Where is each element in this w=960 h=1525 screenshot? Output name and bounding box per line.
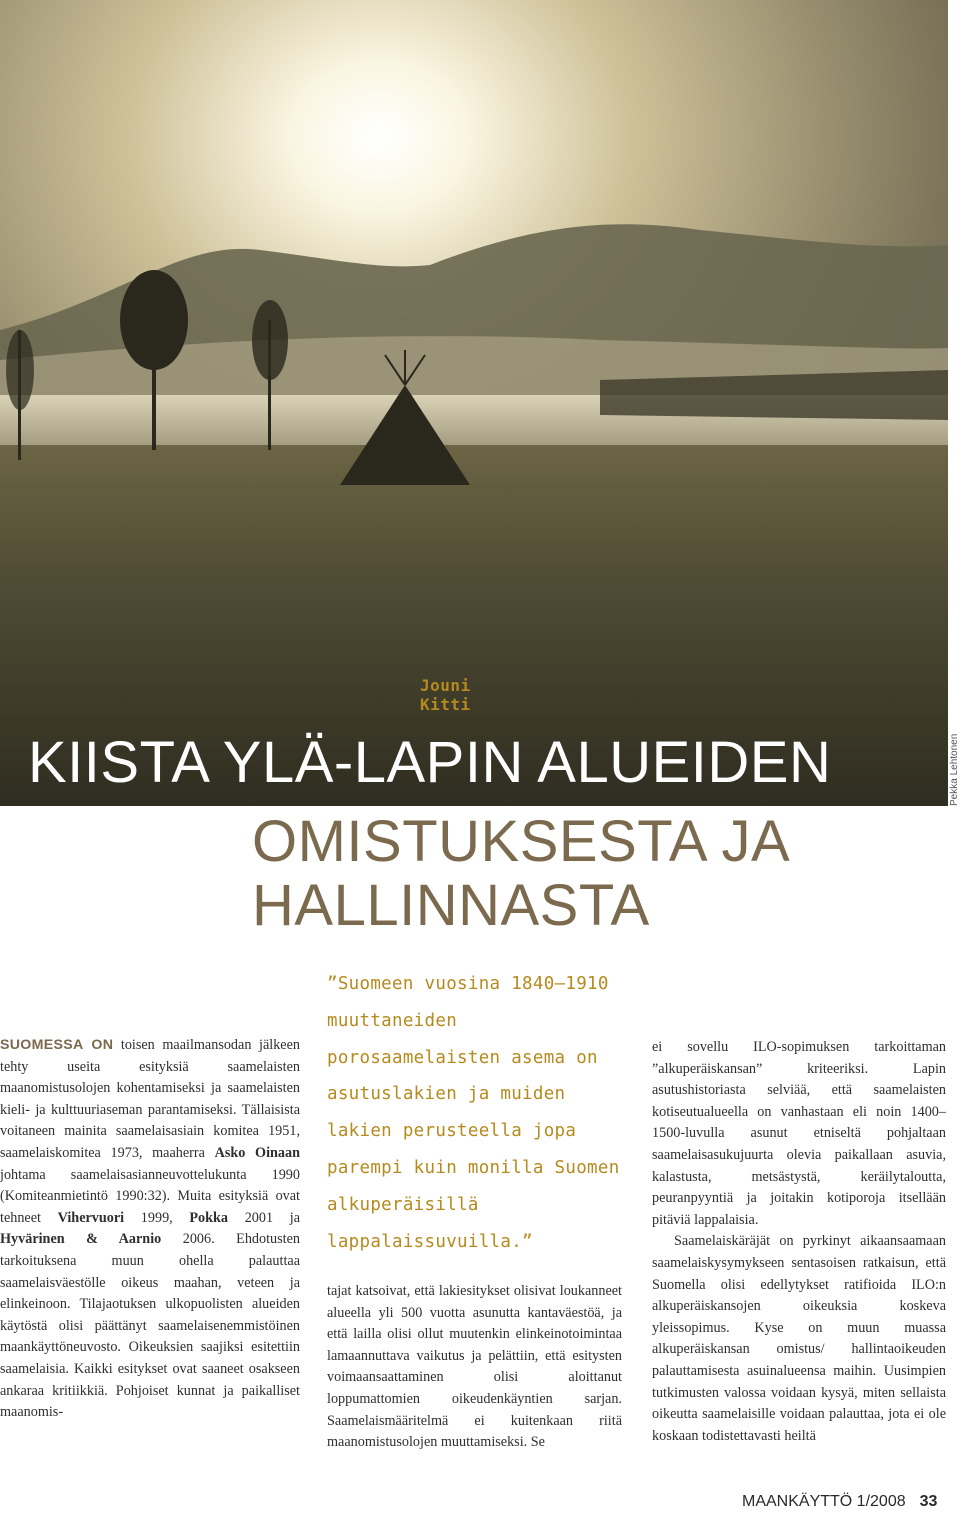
headline-line2: OMISTUKSESTA JA HALLINNASTA: [252, 809, 787, 938]
author-name: Jouni Kitti: [420, 676, 471, 714]
column-2: tajat katsoivat, että lakiesitykset olisivat loukanneet alueella yli 500 vuotta asunutta kantaväestöä, ja että lailla olisi ollut muutenkin elinkeinotoimintaa lamaannuttava vaikutus ja pelättiin, että esitysten voimaansaattaminen olisi aloittanut loppumattomien oikeudenkäyntien sarjan. Saamelaismääritelmä ei kuitenkaan riitä maanomistusolojen muuttamiseksi. Se: [327, 1283, 622, 1451]
column-3: ei sovellu ILO-sopimuksen tarkoittaman ”alkuperäiskansan” kriteeriksi. Lapin asutushistoriasta selviää, että saamelaisten kotiseutualueella on vanhastaan eli noin 1400–1500-luvulla asunut etniseltä pohjaltaan saamelaisasukujuurta olevia paikallaan asuvia, kalastusta, metsästystä, keräilytaloutta, peuranpyyntiä ja joitakin kotiporoja itsellään pitäviä lappalaisia. Saamelaiskäräjät on pyrkinyt aikaansaamaan saamelaiskysymykseen sentasoisen ratkaisun, että Suomella olisi edellytykset ratifioida ILO:n alkuperäiskansojen oikeuksia koskeva yleissopimus. Kyse on muun muassa alkuperäiskansan omistus/ hallintaoikeuden palauttamisesta asuinalueensa maihin. Uusimpien tutkimusten valossa voidaan kysyä, miten sellaista oikeutta saamelaisille voidaan palauttaa, jota ei ole koskaan todistettavasti heiltä: [652, 1039, 946, 1444]
column-1: SUOMESSA ON toisen maailmansodan jälkeen tehty useita esityksiä saamelaisten maanomistusolojen kohentamiseksi ja saamelaisten kieli- ja kulttuuriaseman parantamiseksi. Tällaisista voitaneen mainita saamelaisasiain komitea 1951, saamelaiskomitea 1973, maaherra Asko Oinaan johtama saamelaisasianneuvottelukunta 1990 (Komiteanmietintö 1990:32). Muita esityksiä ovat tehneet Vihervuori 1999, Pokka 2001 ja Hyvärinen & Aarnio 2006. Ehdotusten tarkoituksena muun ohella palauttaa saamelaisväestölle oikeus maahan, veteen ja elinkeinoon. Tilajaotuksen ulkopuolisten alueiden käytöstä olisi päättänyt saamelaisenemmistöinen maankäyttöneuvosto. Oikeuksien saajiksi esitettiin saamelaisia. Kaikki esitykset ovat saaneet osakseen ankaraa kritiikkiä. Pohjoiset kunnat ja paikalliset maanomis-: [0, 1037, 300, 1421]
headline-line1: KIISTA YLÄ-LAPIN ALUEIDEN: [28, 730, 832, 795]
page-number: 33: [919, 1493, 938, 1510]
photo-credit: Pekka Lehtonen: [949, 733, 960, 806]
page-footer: [742, 1493, 952, 1511]
magazine-issue: MAANKÄYTTÖ 1/2008: [742, 1493, 906, 1510]
lead-in: SUOMESSA ON: [0, 1037, 114, 1053]
pull-quote: ”Suomeen vuosina 1840–1910 muuttaneiden porosaamelaisten asema on asutuslakien ja muiden lakien perusteella jopa parempi kuin monilla Suomen alkuperäisillä lappalaissuvuilla.”: [327, 974, 620, 1252]
